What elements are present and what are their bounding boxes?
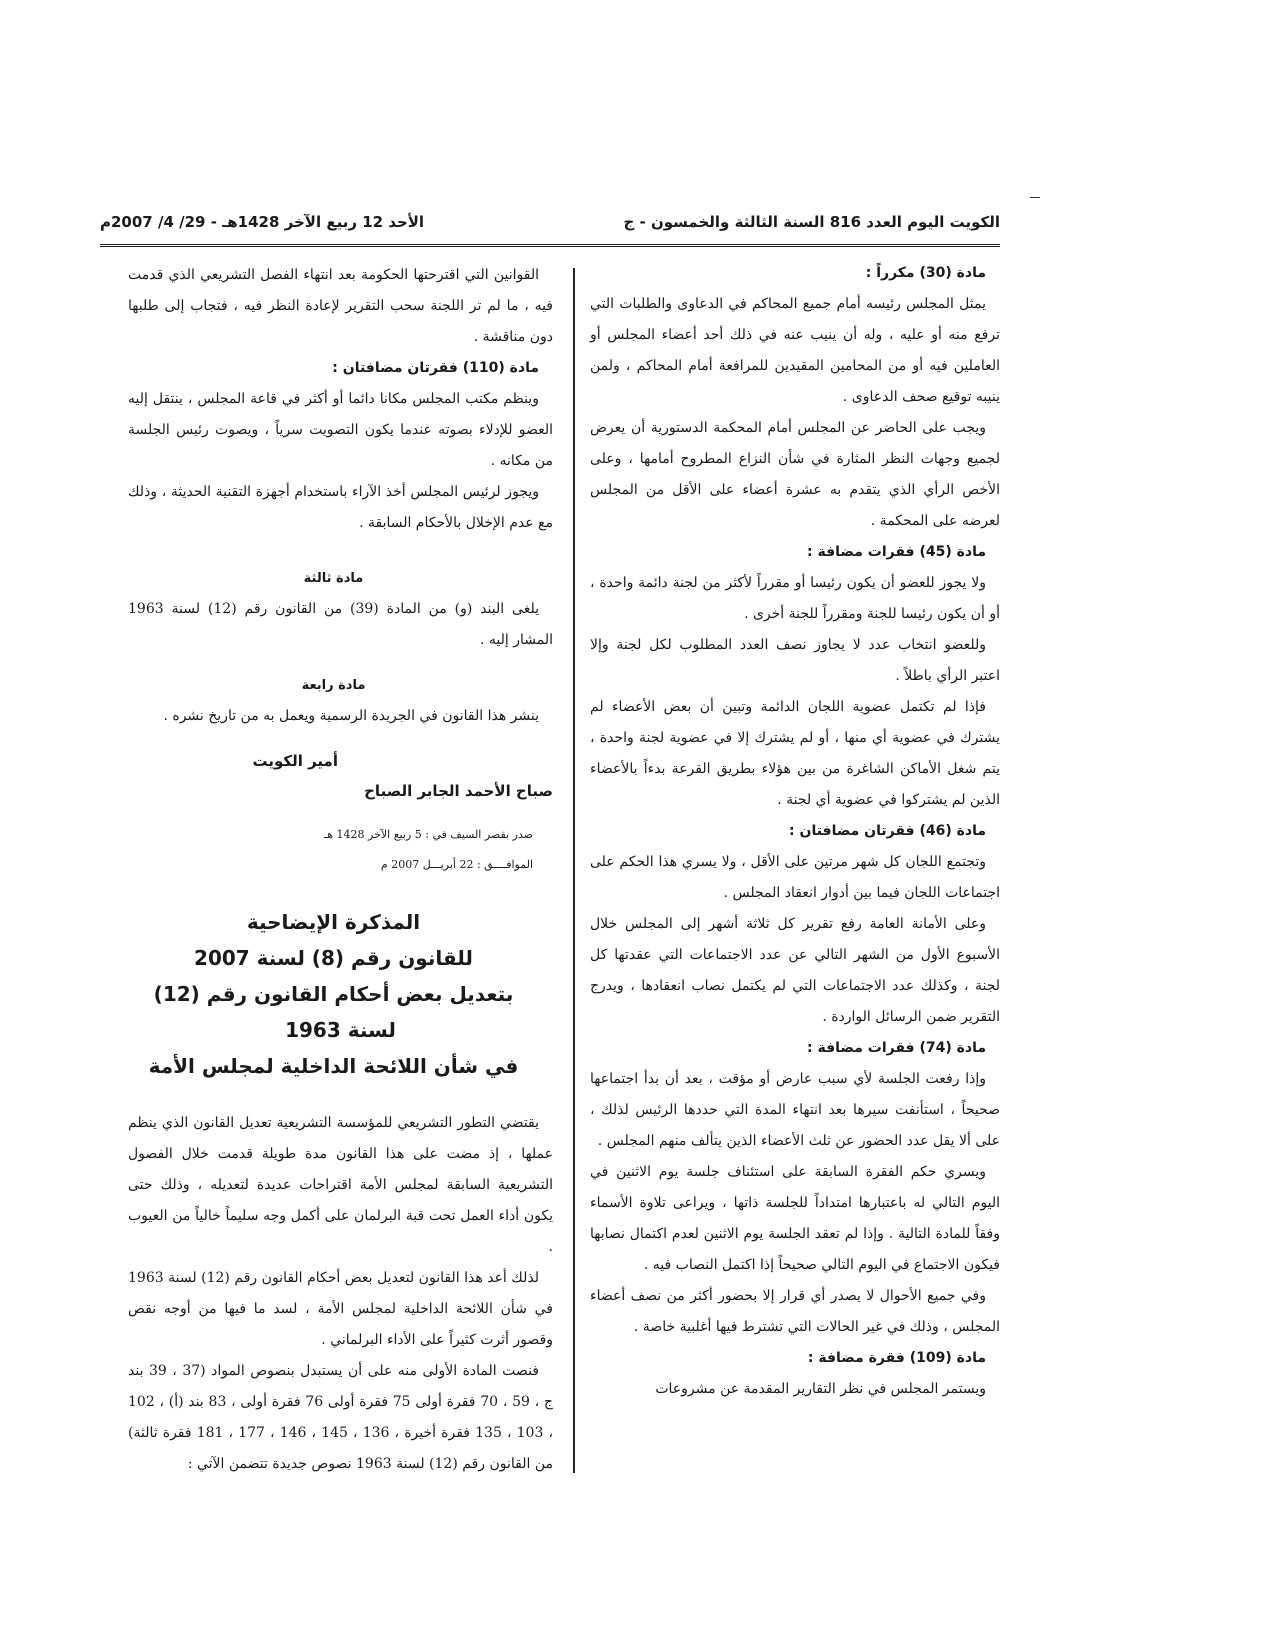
- paragraph: ولا يجوز للعضو أن يكون رئيسا أو مقرراً لأكثر من لجنة دائمة واحدة ، أو أن يكون رئيسا للجنة ومقرراً للجنة أخرى .: [590, 575, 1000, 622]
- paragraph: وعلى الأمانة العامة رفع تقرير كل ثلاثة أشهر إلى المجلس خلال الأسبوع الأول من الشهر التالي عن عدد الاجتماعات التي عقدتها كل لجنة ، وكذلك عدد الاجتماعات التي لم يكتمل نصاب انعقادها ، ويدرج التقرير ضمن الرسائل الواردة .: [590, 916, 1000, 1025]
- paragraph: القوانين التي اقترحتها الحكومة بعد انتهاء الفصل التشريعي الذي قدمت فيه ، ما لم تر اللجنة سحب التقرير لإعادة النظر فيه ، فتجاب إلى طلبها دون مناقشة .: [128, 267, 553, 345]
- page-header: [100, 207, 1000, 237]
- memo-title-line: المذكرة الإيضاحية: [246, 910, 421, 934]
- memo-body: [128, 1108, 553, 1480]
- memo-paragraph: لذلك أعد هذا القانون لتعديل بعض أحكام القانون رقم (12) لسنة 1963 في شأن اللائحة الداخلية لمجلس الأمة ، لسد ما فيها من أوجه نقص وقصور أثرت كثيراً على الأداء البرلماني .: [128, 1270, 553, 1348]
- memo-title: [128, 904, 553, 1084]
- signature-title: أمير الكويت: [252, 752, 338, 770]
- paragraph: وإذا رفعت الجلسة لأي سبب عارض أو مؤقت ، بعد أن بدأ اجتماعها صحيحاً ، استأنفت سيرها بعد انتهاء المدة التي حددها الرئيس لذلك ، على ألا يقل عدد الحضور عن ثلث الأعضاء الذين يتألف منهم المجلس .: [590, 1071, 1000, 1149]
- corner-mark: [1030, 197, 1040, 198]
- header-issue-info: الكويت اليوم العدد 816 السنة الثالثة والخمسون - ج: [623, 213, 1000, 231]
- paragraph: ويجوز لرئيس المجلس أخذ الآراء باستخدام أجهزة التقنية الحديثة ، وذلك مع عدم الإخلال بالأحكام السابقة .: [128, 484, 553, 531]
- article-3-text: يلغى البند (و) من المادة (39) من القانون رقم (12) لسنة 1963 المشار إليه .: [128, 601, 553, 648]
- article-heading: مادة (46) فقرتان مضافتان :: [789, 823, 986, 839]
- right-column: [590, 258, 1000, 1405]
- signature-name: صباح الأحمد الجابر الصباح: [364, 782, 553, 800]
- article-4-text: ينشر هذا القانون في الجريدة الرسمية ويعمل به من تاريخ نشره .: [163, 708, 539, 724]
- paragraph: وتجتمع اللجان كل شهر مرتين على الأقل ، ولا يسري هذا الحكم على اجتماعات اللجان فيما بين أدوار انعقاد المجلس .: [590, 854, 1000, 901]
- article-heading: مادة (30) مكرراً :: [865, 265, 986, 281]
- memo-title-line: للقانون رقم (8) لسنة 2007: [194, 946, 473, 970]
- article-heading: مادة (74) فقرات مضافة :: [807, 1040, 986, 1056]
- paragraph: ويجب على الحاضر عن المجلس أمام المحكمة الدستورية أن يعرض لجميع وجهات النظر المثارة في شأن النزاع المطروح أمامها ، وعلى الأخص الرأي الذي يتقدم به عشرة أعضاء على الأقل من المجلس لعرضه على المحكمة .: [590, 420, 1000, 529]
- header-rule: [100, 244, 1000, 247]
- paragraph: وللعضو انتخاب عدد لا يجاوز نصف العدد المطلوب لكل لجنة وإلا اعتبر الرأي باطلاً .: [590, 637, 1000, 684]
- memo-paragraph: فنصت المادة الأولى منه على أن يستبدل بنصوص المواد (37 ، 39 بند ج ، 59 ، 70 فقرة أولى 75 فقرة أولى 76 فقرة أولى ، 83 بند (أ) ، 102 ، 103 ، 135 فقرة أخيرة ، 136 ، 145 ، 146 ، 177 ، 181 فقرة ثالثة) من القانون رقم (12) لسنة 1963 نصوص جديدة تتضمن الآتي :: [128, 1363, 554, 1472]
- memo-title-line: في شأن اللائحة الداخلية لمجلس الأمة: [148, 1054, 519, 1078]
- memo-paragraph: يقتضي التطور التشريعي للمؤسسة التشريعية تعديل القانون الذي ينظم عملها ، إذ مضت على هذا القانون مدة طويلة قدمت خلال الفصول التشريعية السابقة لمجلس الأمة اقتراحات عديدة لتعديله ، وذلك حتى يكون أداء العمل تحت قبة البرلمان على أكمل وجه سليماً خالياً من العيوب .: [128, 1115, 553, 1255]
- article-heading: مادة (109) فقرة مضافة :: [807, 1350, 986, 1366]
- article-4-title: مادة رابعة: [301, 678, 366, 693]
- paragraph: فإذا لم تكتمل عضوية اللجان الدائمة وتبين أن بعض الأعضاء لم يشترك في عضوية أي منها ، أو لم يشترك إلا في عضوية لجنة واحدة ، يتم شغل الأماكن الشاغرة من بين هؤلاء بطريق القرعة بدءاً بالأعضاء الذين لم يشتركوا في عضوية أي لجنة .: [590, 699, 1000, 808]
- memo-title-line: بتعديل بعض أحكام القانون رقم (12) لسنة 1963: [153, 982, 514, 1042]
- paragraph: ويستمر المجلس في نظر التقارير المقدمة عن مشروعات: [655, 1381, 986, 1397]
- paragraph: يمثل المجلس رئيسه أمام جميع المحاكم في الدعاوى والطلبات التي ترفع منه أو عليه ، وله أن ينيب عنه في ذلك أحد أعضاء المجلس أو العاملين فيه أو من المحامين المقيدين للمرافعة أمام المحاكم ، ولمن ينيبه توقيع صحف الدعاوى .: [590, 296, 1000, 405]
- article-heading: مادة (110) فقرتان مضافتان :: [332, 360, 539, 376]
- article-heading: مادة (45) فقرات مضافة :: [807, 544, 986, 560]
- column-divider: [573, 268, 575, 1473]
- article-3-title: مادة ثالثة: [303, 571, 364, 586]
- issued-gregorian-date: الموافــــق : 22 أبريـــل 2007 م: [380, 858, 533, 871]
- issued-place-date: صدر بقصر السيف في : 5 ربيع الآخر 1428 هـ: [324, 828, 533, 841]
- header-date: الأحد 12 ربيع الآخر 1428هـ - 29/ 4/ 2007م: [100, 213, 425, 231]
- left-column: [128, 260, 553, 1480]
- paragraph: ويسري حكم الفقرة السابقة على استئناف جلسة يوم الاثنين في اليوم التالي له باعتبارها امتداداً للجلسة ذاتها ، ويراعى تلاوة الأسماء وفقاً للمادة التالية . وإذا لم تعقد الجلسة يوم الاثنين لعدم اكتمال نصابها فيكون الاجتماع في اليوم التالي صحيحاً إذا اكتمل النصاب فيه .: [590, 1164, 1000, 1273]
- left-intro: [128, 260, 553, 539]
- paragraph: وفي جميع الأحوال لا يصدر أي قرار إلا بحضور أكثر من نصف أعضاء المجلس ، وذلك في غير الحالات التي تشترط فيها أغلبية خاصة .: [590, 1288, 1000, 1335]
- paragraph: وينظم مكتب المجلس مكانا دائما أو أكثر في قاعة المجلس ، ينتقل إليه العضو للإدلاء بصوته عندما يكون التصويت سرياً ، ويصوت رئيس الجلسة من مكانه .: [128, 391, 553, 469]
